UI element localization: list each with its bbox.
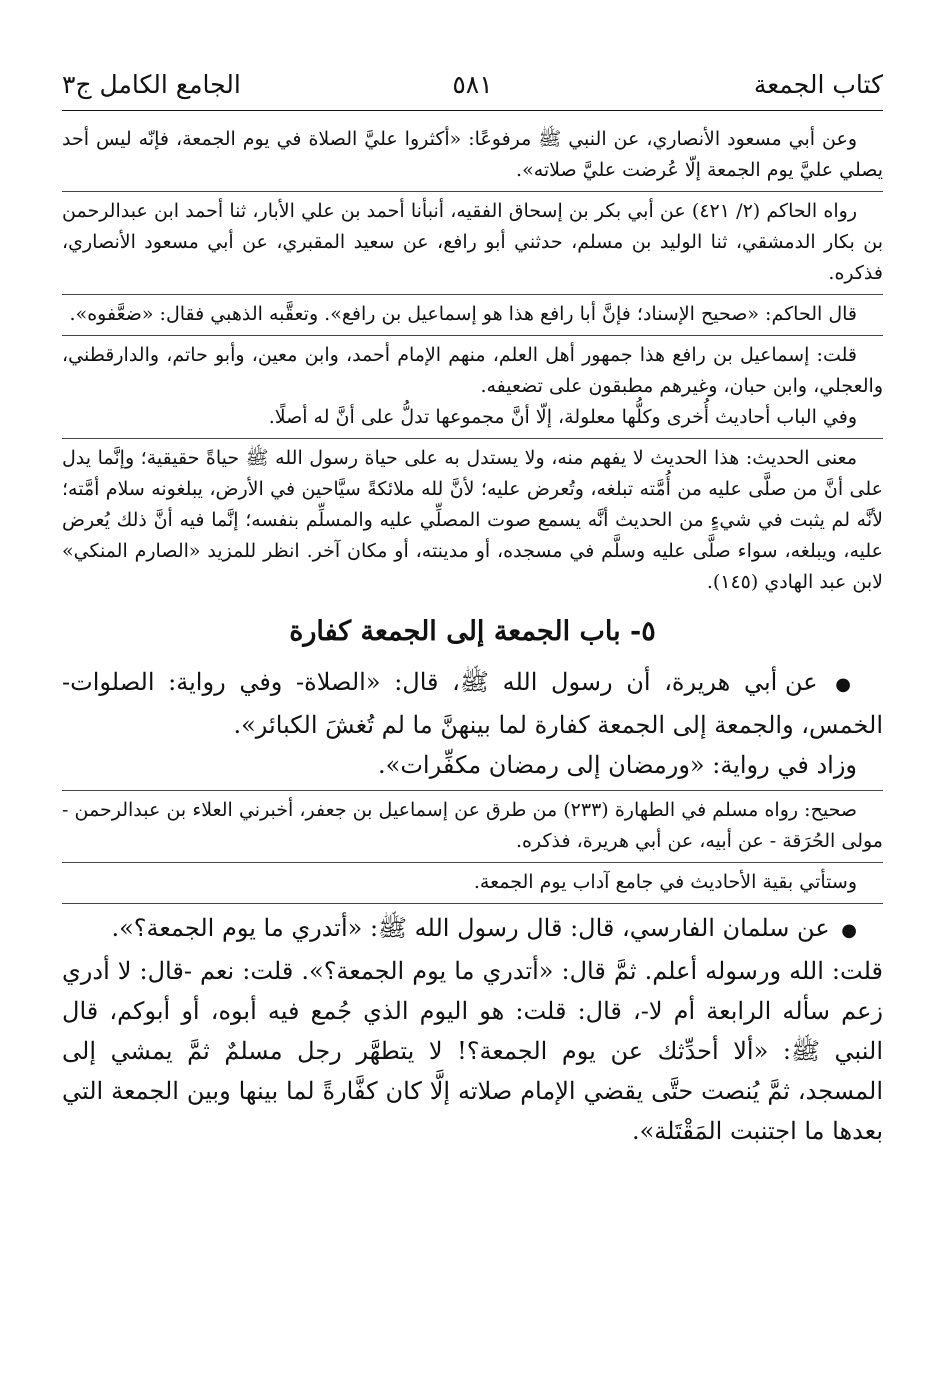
paragraph: قال الحاكم: «صحيح الإسناد؛ فإنَّ أبا رافع هذا هو إسماعيل بن رافع». وتعقَّبه الذهبي فقال: «ضعَّفوه».	[69, 303, 857, 325]
divider	[62, 191, 883, 192]
hadith-body: عن أبي هريرة، أن رسول الله ﷺ، قال: «الصلاة- وفي رواية: الصلوات- الخمس، والجمعة إلى الجمعة كفارة لما بينهنَّ ما لم تُغشَ الكبائر».	[62, 668, 883, 739]
chapter-title: كتاب الجمعة	[753, 69, 883, 99]
paragraph: صحيح: رواه مسلم في الطهارة (٢٣٣) من طرق عن إسماعيل بن جعفر، أخبرني العلاء بن عبدالرحمن - مولى الحُرَقة - عن أبيه، عن أبي هريرة، فذكره.	[62, 799, 883, 852]
header-rule	[62, 110, 883, 111]
divider	[62, 790, 883, 791]
paragraph: وستأتي بقية الأحاديث في جامع آداب يوم الجمعة.	[473, 871, 857, 893]
bullet-icon: ●	[835, 674, 857, 695]
hadith-text: قلت: الله ورسوله أعلم. ثمَّ قال: «أتدري ما يوم الجمعة؟». قلت: نعم -قال: لا أدري زعم سأله الرابعة أم لا-، قال: قلت: هو اليوم الذي جُمع فيه أبوه، أو أبوكم، قال النبي ﷺ: «ألا أحدِّثك عن يوم الجمعة؟! لا يتطهَّر رجل مسلمٌ ثمَّ يمشي إلى المسجد، ثمَّ يُنصت حتَّى يقضي الإمام صلاته إلَّا كان كفَّارةً لما بينها وبين الجمعة التي بعدها ما اجتنبت المَقْتَلة».	[62, 957, 883, 1145]
hadith-body: عن سلمان الفارسي، قال: قال رسول الله ﷺ: «أتدري ما يوم الجمعة؟».	[111, 914, 830, 942]
hadith-text	[62, 908, 883, 951]
divider	[62, 335, 883, 336]
divider	[62, 438, 883, 439]
divider	[62, 903, 883, 904]
paragraph: معنى الحديث: هذا الحديث لا يفهم منه، ولا يستدل به على حياة رسول الله ﷺ حياةً حقيقية؛ وإنَّما يدل على أنَّ من صلَّى عليه من أُمَّته تبلغه، وتُعرض عليه؛ لأنَّ لله ملائكةً سيَّاحين في الأرض، يبلغونه سلام أمَّته؛ لأنَّه لم يثبت في شيءٍ من الحديث أنَّه يسمع صوت المصلِّي عليه والمسلِّم بنفسه؛ إنَّما فيه أنَّ ذلك يُعرض عليه، ويبلغه، سواء صلَّى عليه وسلَّم في مسجده، أو مدينته، أو مكان آخر. انظر للمزيد «الصارم المنكي» لابن عبد الهادي (١٤٥).	[62, 447, 883, 593]
paragraph: وفي الباب أحاديث أُخرى وكلُّها معلولة، إلّا أنَّ مجموعها تدلُّ على أنَّ له أصلًا.	[268, 406, 857, 428]
section-heading: ٥- باب الجمعة إلى الجمعة كفارة	[289, 616, 656, 647]
book-title: الجامع الكامل ج٣	[62, 69, 241, 99]
paragraph: وعن أبي مسعود الأنصاري، عن النبي ﷺ مرفوعًا: «أكثروا عليَّ الصلاة في يوم الجمعة، فإنّه ليس أحد يصلي عليَّ يوم الجمعة إلّا عُرضت عليَّ صلاته».	[62, 128, 883, 181]
paragraph: رواه الحاكم (٢/ ٤٢١) عن أبي بكر بن إسحاق الفقيه، أنبأنا أحمد بن علي الأبار، ثنا أحمد ابن عبدالرحمن بن بكار الدمشقي، ثنا الوليد بن مسلم، حدثني أبو رافع، عن سعيد المقبري، عن أبي مسعود الأنصاري، فذكره.	[62, 200, 883, 284]
page-number: ٥٨١	[452, 69, 493, 99]
hadith-text	[62, 662, 883, 745]
divider	[62, 294, 883, 295]
paragraph: قلت: إسماعيل بن رافع هذا جمهور أهل العلم، منهم الإمام أحمد، وابن معين، وأبو حاتم، والدارقطني، والعجلي، وابن حبان، وغيرهم مطبقون على تضعيفه.	[62, 344, 883, 397]
page-body	[62, 124, 883, 1151]
hadith-text: وزاد في رواية: «ورمضان إلى رمضان مكفِّرات».	[378, 751, 857, 779]
divider	[62, 862, 883, 863]
bullet-icon: ●	[841, 920, 857, 941]
running-header	[62, 64, 883, 104]
